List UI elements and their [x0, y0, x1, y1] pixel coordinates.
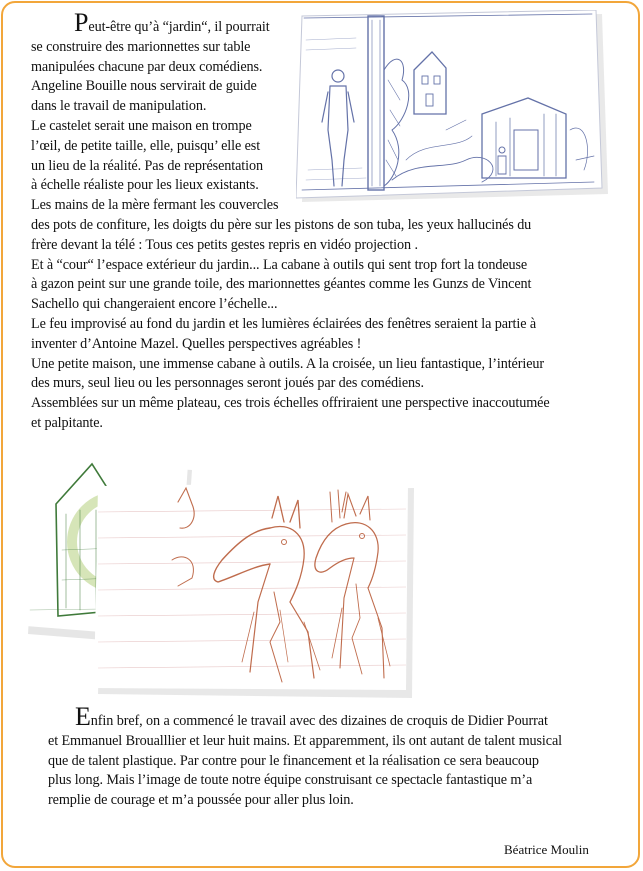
- text-line: Enfin bref, on a commencé le travail avec des dizaines de croquis de Didier Pourrat: [75, 702, 548, 731]
- text-line: se construire des marionnettes sur table: [31, 38, 251, 55]
- text-line: Le feu improvisé au fond du jardin et les lumières éclairées des fenêtres seraient la partie à: [31, 315, 537, 332]
- text-line: Assemblées sur un même plateau, ces trois échelles offriraient une perspective inaccoutumée: [31, 395, 550, 412]
- text-line: manipulées chacune par deux comédiens.: [31, 58, 263, 75]
- text-line: Et à “cour“ l’espace extérieur du jardin... La cabane à outils qui sent trop fort la tondeuse: [31, 256, 528, 273]
- text-line: et Emmanuel Broualllier et leur huit mains. Et apparemment, ils ont autant de talent musical: [48, 732, 563, 749]
- text-line: inventer d’Antoine Mazel. Quelles perspectives agréables !: [31, 335, 362, 352]
- text-line: frère devant la télé : Tous ces petits gestes repris en vidéo projection .: [31, 236, 418, 253]
- text-line: l’œil, de petite taille, elle, puisqu’ elle est: [31, 137, 261, 154]
- closing-paragraph: [48, 702, 563, 811]
- author-signature: Béatrice Moulin: [504, 842, 589, 857]
- text-line: Les mains de la mère fermant les couvercles: [31, 197, 279, 214]
- text-line: Une petite maison, une immense cabane à outils. A la croisée, un lieu fantastique, l’intérieur: [31, 355, 545, 372]
- character-sketch-secondary: [286, 488, 416, 698]
- text-line: à gazon peint sur une grande toile, des marionnettes géantes comme les Gunzs de Vincent: [31, 276, 532, 293]
- text-line: Le castelet serait une maison en trompe: [31, 117, 252, 134]
- text-line: Angeline Bouille nous servirait de guide: [31, 78, 257, 95]
- text-line: un lieu de la réalité. Pas de représentation: [31, 157, 263, 174]
- text-line: des murs, seul lieu ou les personnages seront joués par des comédiens.: [31, 375, 424, 392]
- text-line: que de talent plastique. Par contre pour le financement et la réalisation ce sera beaucoup: [48, 752, 539, 769]
- drop-cap: E: [75, 702, 91, 731]
- text-line: Sachello qui changeraient encore l’échelle...: [31, 296, 278, 313]
- text-line: et palpitante.: [31, 414, 103, 431]
- text-line: plus long. Mais l’image de toute notre équipe construisant ce spectacle fantastique m’a: [48, 772, 533, 789]
- text-line: Peut-être qu’à “jardin“, il pourrait: [74, 8, 270, 37]
- text-line: dans le travail de manipulation.: [31, 98, 207, 115]
- text-line: remplie de courage et m’a poussée pour aller plus loin.: [48, 792, 354, 809]
- drop-cap: P: [74, 8, 89, 37]
- text-line: des pots de confiture, les doigts du père sur les pistons de son tuba, les yeux hallucinés du: [31, 216, 532, 233]
- text-line: à échelle réaliste pour les lieux existants.: [31, 177, 259, 194]
- house-shed-sketch: [296, 10, 612, 206]
